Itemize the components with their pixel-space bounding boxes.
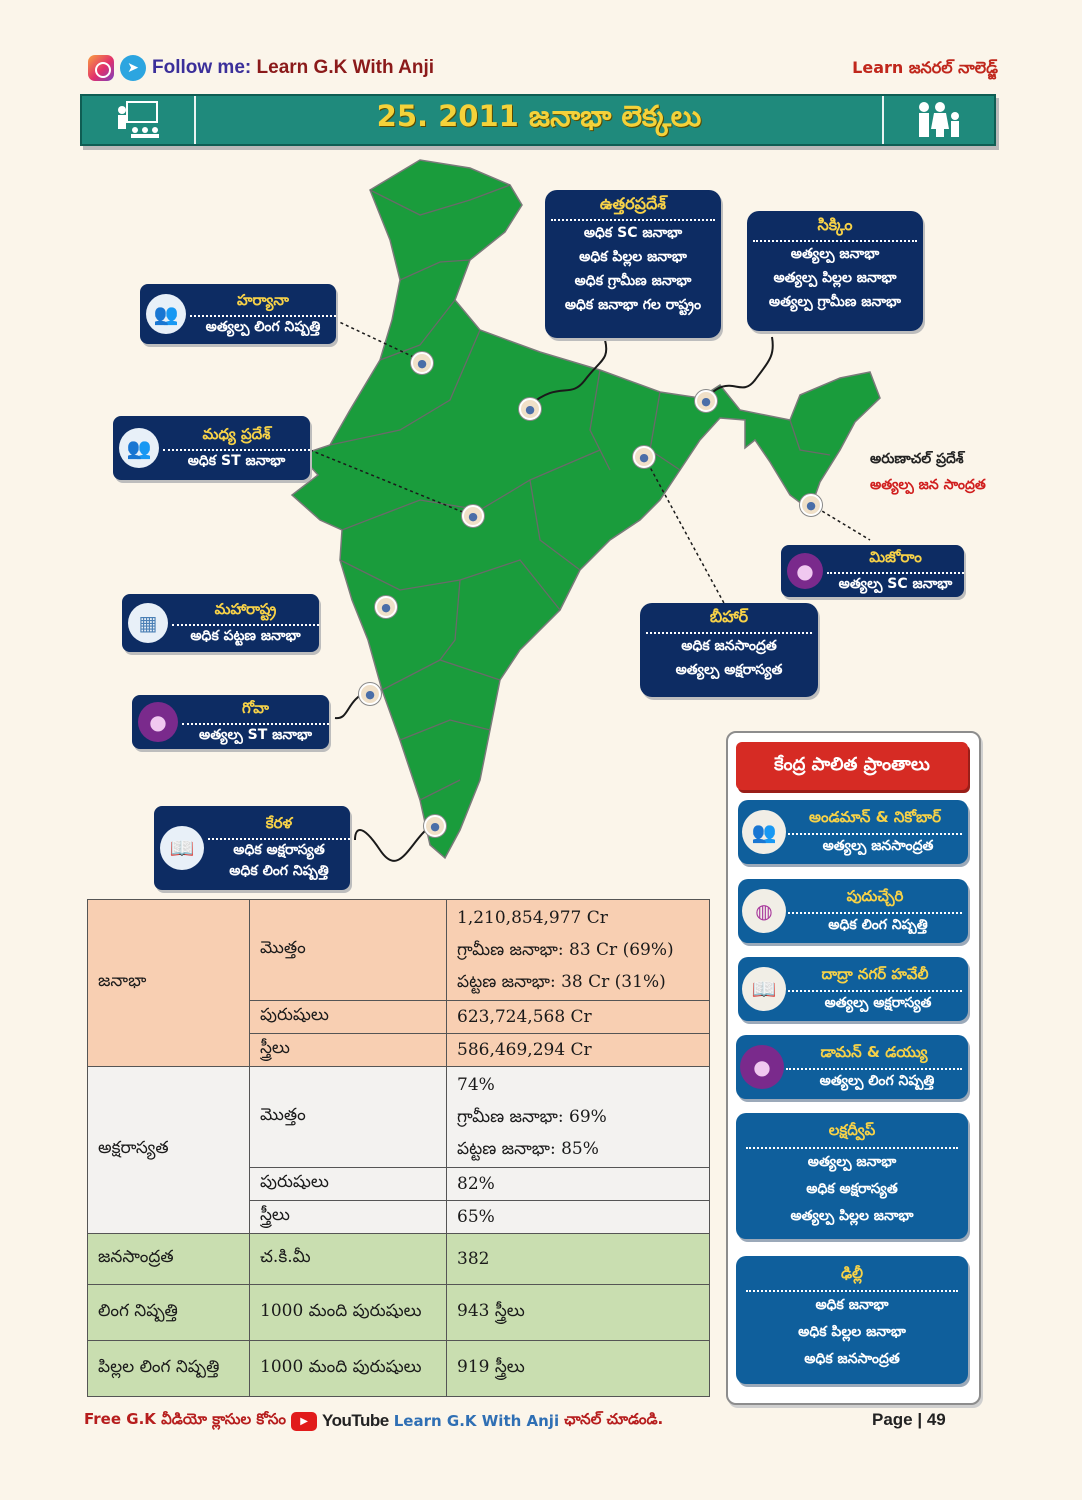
- callout-line: అధిక పట్టణ జనాభా: [190, 627, 301, 644]
- callout-line: అధిక పిల్లల జనాభా: [579, 249, 687, 265]
- callout-title: ఉత్తరప్రదేశ్: [551, 190, 715, 221]
- callout-kerala: [154, 806, 350, 890]
- cell: [447, 1067, 710, 1168]
- callout-line: అత్యల్ప లింగ నిష్పత్తి: [205, 318, 321, 335]
- union-territories-heading: కేంద్ర పాలిత ప్రాంతాలు: [736, 742, 968, 790]
- people-icon: 👥: [742, 810, 786, 854]
- callout-haryana: [140, 284, 336, 344]
- cell: 919 స్త్రీలు: [447, 1341, 710, 1397]
- telegram-icon[interactable]: ➤: [120, 55, 146, 81]
- callout-title: మధ్య ప్రదేశ్: [163, 425, 310, 451]
- globe-people-icon: ◍: [742, 889, 786, 933]
- cell: పురుషులు: [250, 1001, 447, 1034]
- location-pin-icon: ●: [359, 683, 381, 705]
- callout-title: సిక్కిం: [753, 211, 917, 242]
- channel-name[interactable]: Learn G.K With Anji: [393, 1412, 560, 1430]
- ut-andaman: [738, 800, 968, 864]
- cell: మొత్తం: [250, 1067, 447, 1168]
- ut-line: అధిక పిల్లల జనాభా: [798, 1324, 906, 1340]
- ut-line: అధిక అక్షరాస్యత: [806, 1181, 898, 1197]
- callout-line: అధిక SC జనాభా: [583, 225, 683, 241]
- callout-line: అధిక జనసాంద్రత: [681, 638, 777, 654]
- location-pin-icon: ●: [800, 494, 822, 516]
- cell-line: 74%: [457, 1075, 495, 1095]
- location-pin-icon: ●: [633, 446, 655, 468]
- callout-title: గోవా: [182, 699, 329, 725]
- footer: [84, 1410, 663, 1432]
- ut-dadra: [738, 957, 968, 1021]
- callout-title: మహారాష్ట్ర: [172, 600, 319, 626]
- ut-puducherry: [738, 879, 968, 943]
- callout-line: అత్యల్ప అక్షరాస్యత: [675, 662, 783, 678]
- crowd-icon: ●: [787, 553, 823, 589]
- callout-title: కేరళ: [208, 814, 350, 840]
- ut-title: పుదుచ్చేరి: [788, 887, 962, 914]
- youtube-play-icon[interactable]: ▶: [291, 1412, 317, 1431]
- ut-line: అధిక జనసాంద్రత: [804, 1351, 900, 1367]
- cell: 382: [447, 1234, 710, 1285]
- follow-name: Learn G.K With Anji: [256, 57, 435, 78]
- row-label: జనసాంద్రత: [88, 1234, 250, 1285]
- ut-line: అధిక జనాభా: [815, 1297, 889, 1313]
- callout-line: అత్యల్ప జన సాంద్రత: [870, 477, 986, 493]
- cell: స్త్రీలు: [250, 1201, 447, 1234]
- table-row: [88, 1285, 710, 1341]
- callout-title: మిజోరాం: [827, 548, 964, 574]
- building-icon: ▦: [128, 603, 168, 643]
- people-icon: 👥: [119, 428, 159, 468]
- ut-line: అత్యల్ప లింగ నిష్పత్తి: [819, 1072, 935, 1089]
- cell: [447, 900, 710, 1001]
- page-title: 25. 2011 జనాభా లెక్కలు: [376, 99, 702, 133]
- cell: 1000 మంది పురుషులు: [250, 1341, 447, 1397]
- footer-free-text: Free G.K వీడియో క్లాసుల కోసం: [84, 1410, 287, 1428]
- crowd-icon: ●: [138, 702, 178, 742]
- book-icon: 📖: [160, 826, 204, 870]
- location-pin-icon: ●: [519, 398, 541, 420]
- row-label: అక్షరాస్యత: [88, 1067, 250, 1234]
- location-pin-icon: ●: [411, 352, 433, 374]
- cell-line: పట్టణ జనాభా: 85%: [457, 1139, 599, 1159]
- ut-title: లక్షద్వీప్: [746, 1113, 958, 1149]
- cell-line: పట్టణ జనాభా: 38 Cr (31%): [457, 972, 666, 992]
- row-label: లింగ నిష్పత్తి: [88, 1285, 250, 1341]
- cell: 65%: [447, 1201, 710, 1234]
- callout-title: అరుణాచల్ ప్రదేశ్: [870, 451, 964, 467]
- youtube-wordmark[interactable]: YouTube: [322, 1411, 389, 1430]
- ut-delhi: [736, 1256, 968, 1384]
- callout-arunachal: [870, 446, 986, 498]
- callout-title: హర్యానా: [190, 291, 336, 317]
- callout-line: అత్యల్ప పిల్లల జనాభా: [773, 270, 897, 286]
- cell: స్త్రీలు: [250, 1034, 447, 1067]
- callout-line: అధిక ST జనాభా: [187, 452, 286, 469]
- cell: మొత్తం: [250, 900, 447, 1001]
- ut-line: అత్యల్ప జనాభా: [807, 1154, 897, 1170]
- callout-line: అధిక లింగ నిష్పత్తి: [229, 863, 329, 879]
- table-row: [88, 1341, 710, 1397]
- callout-madhya-pradesh: [113, 416, 310, 480]
- location-pin-icon: ●: [424, 815, 446, 837]
- callout-line: అధిక గ్రామీణ జనాభా: [574, 273, 692, 289]
- callout-uttar-pradesh: [545, 190, 721, 338]
- callout-bihar: [640, 603, 818, 697]
- ut-title: దాద్రా నగర్ హవేలీ: [788, 965, 962, 992]
- table-row: [88, 900, 710, 1001]
- callout-title: బీహార్: [646, 603, 812, 634]
- ut-line: అత్యల్ప పిల్లల జనాభా: [790, 1208, 914, 1224]
- ut-line: అధిక లింగ నిష్పత్తి: [828, 916, 928, 933]
- cell-line: గ్రామీణ జనాభా: 83 Cr (69%): [457, 940, 674, 960]
- callout-line: అత్యల్ప జనాభా: [790, 246, 880, 262]
- ut-line: అత్యల్ప జనసాంద్రత: [822, 837, 934, 854]
- ut-lakshadweep: [736, 1113, 968, 1239]
- book-icon: 📖: [742, 967, 786, 1011]
- location-pin-icon: ●: [462, 505, 484, 527]
- callout-line: అత్యల్ప SC జనాభా: [838, 575, 953, 592]
- callout-line: అత్యల్ప ST జనాభా: [199, 726, 312, 743]
- follow-prefix: Follow me:: [152, 57, 252, 78]
- location-pin-icon: ●: [695, 390, 717, 412]
- row-label: జనాభా: [88, 900, 250, 1067]
- row-label: పిల్లల లింగ నిష్పత్తి: [88, 1341, 250, 1397]
- callout-maharashtra: [122, 594, 319, 652]
- cell: 623,724,568 Cr: [447, 1001, 710, 1034]
- callout-line: అత్యల్ప గ్రామీణ జనాభా: [768, 294, 902, 310]
- ut-line: అత్యల్ప అక్షరాస్యత: [824, 994, 932, 1011]
- people-icon: 👥: [146, 294, 186, 334]
- cell: 943 స్త్రీలు: [447, 1285, 710, 1341]
- cell-line: గ్రామీణ జనాభా: 69%: [457, 1107, 607, 1127]
- callout-mizoram: [781, 545, 964, 597]
- callout-goa: [132, 695, 329, 749]
- cell: 82%: [447, 1168, 710, 1201]
- ut-title: ఢిల్లీ: [746, 1256, 958, 1292]
- callout-line: అధిక జనాభా గల రాష్ట్రం: [564, 297, 702, 313]
- page-number: Page | 49: [872, 1410, 946, 1429]
- cell: పురుషులు: [250, 1168, 447, 1201]
- ut-title: డామన్ & డయ్యు: [786, 1043, 962, 1070]
- location-pin-icon: ●: [375, 596, 397, 618]
- cell-line: 1,210,854,977 Cr: [457, 908, 608, 928]
- ut-title: అండమాన్ & నికోబార్: [788, 808, 962, 835]
- crowd-icon: ●: [740, 1045, 784, 1089]
- cell: 586,469,294 Cr: [447, 1034, 710, 1067]
- callout-line: అధిక అక్షరాస్యత: [233, 842, 325, 858]
- footer-suffix: ఛానల్ చూడండి.: [564, 1410, 664, 1428]
- cell: చ.కి.మీ: [250, 1234, 447, 1285]
- ut-daman: [736, 1035, 968, 1099]
- brand-right: Learn జనరల్ నాలెడ్జ్: [852, 58, 998, 77]
- callout-sikkim: [747, 211, 923, 331]
- cell: 1000 మంది పురుషులు: [250, 1285, 447, 1341]
- table-row: [88, 1234, 710, 1285]
- table-row: [88, 1067, 710, 1168]
- census-table: [87, 899, 710, 1397]
